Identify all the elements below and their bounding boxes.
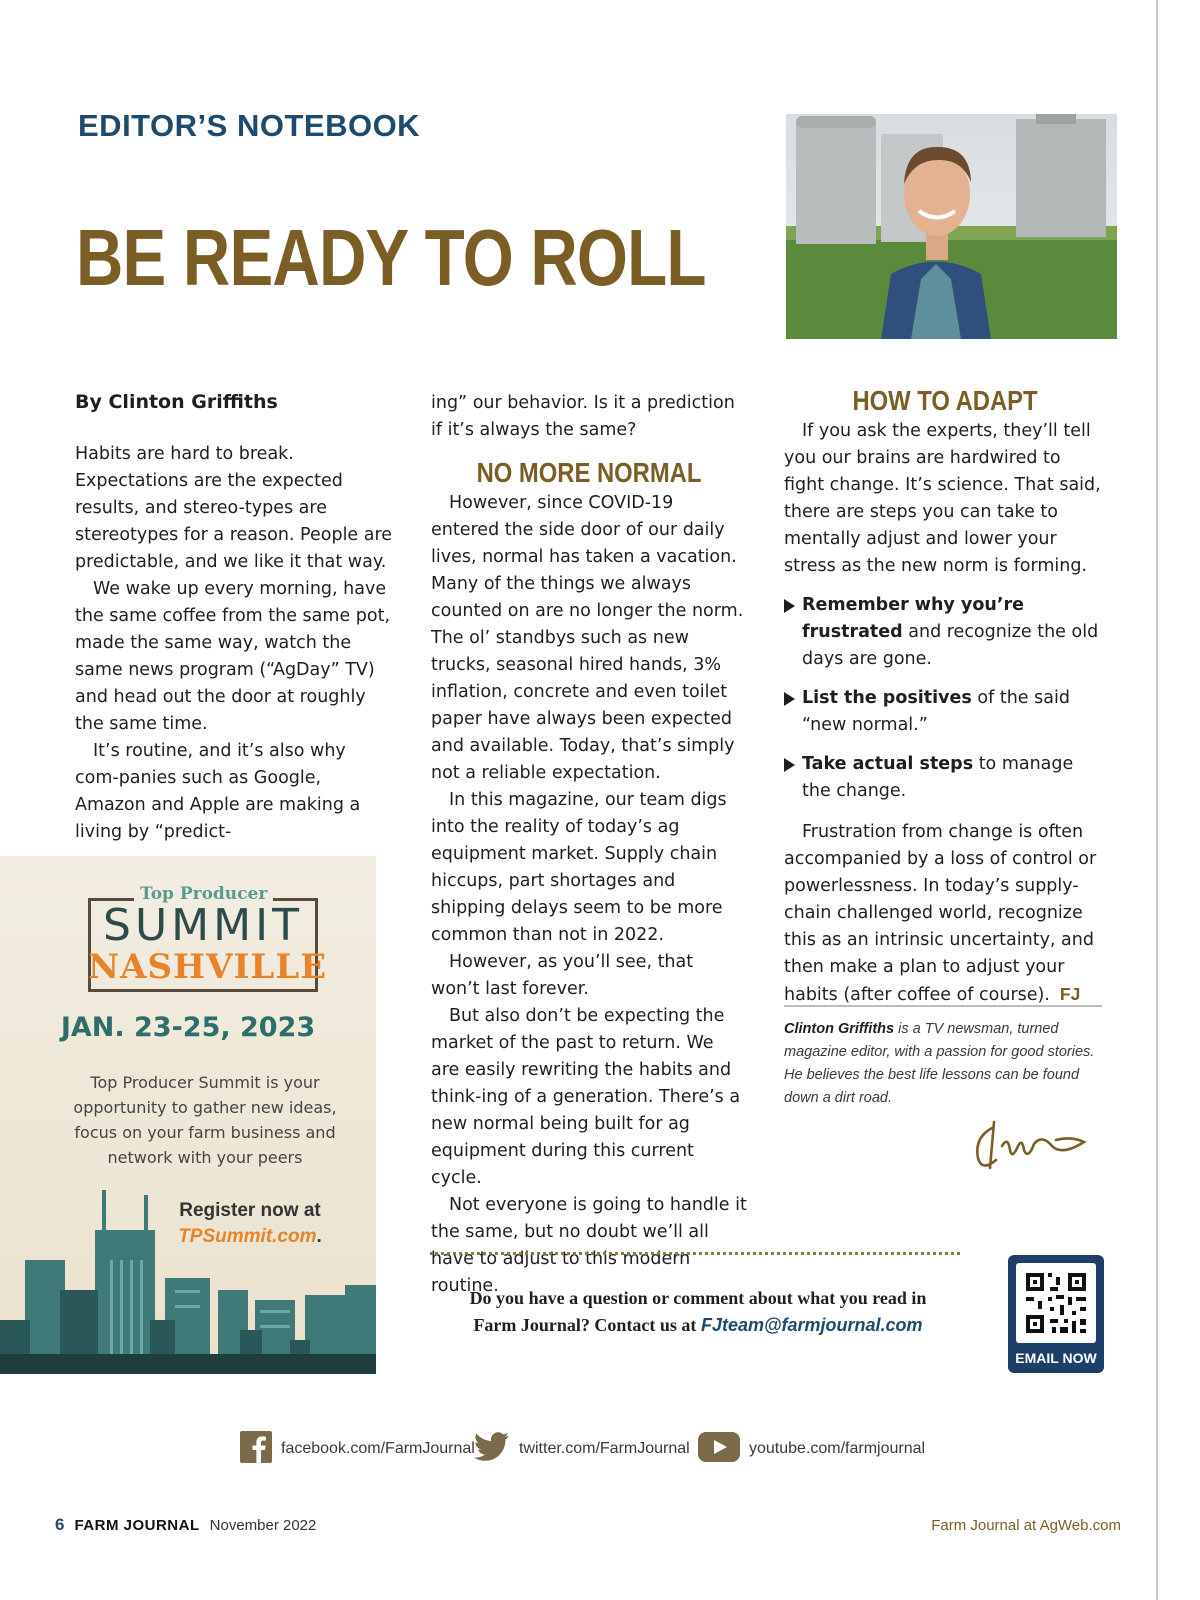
ad-url-suffix: .: [316, 1226, 322, 1247]
contact-email-link[interactable]: FJteam@farmjournal.com: [700, 1315, 923, 1335]
subhead-no-more-normal: NO MORE NORMAL: [476, 457, 702, 488]
ad-summit-title: SUMMIT: [103, 900, 303, 951]
column-2: [431, 390, 747, 1300]
facebook-icon: [240, 1431, 272, 1468]
contact-line-2: Farm Journal? Contact us at: [473, 1315, 701, 1335]
twitter-icon: [474, 1432, 510, 1467]
subhead-how-to-adapt: HOW TO ADAPT: [852, 385, 1038, 416]
page-number: 6: [55, 1515, 65, 1534]
paragraph: Not everyone is going to handle it the same, but no doubt we’ll all have to adjust to this modern routine.: [431, 1195, 747, 1296]
bullet-bold: List the positives: [802, 688, 972, 708]
ad-top-producer: Top Producer: [134, 884, 273, 904]
paragraph: However, as you’ll see, that won’t last forever.: [431, 952, 694, 999]
divider: [784, 1005, 1102, 1007]
triangle-bullet-icon: [784, 758, 795, 772]
bullet-text: to manage the change.: [802, 754, 1074, 801]
footer-right: Farm Journal at AgWeb.com: [931, 1517, 1121, 1534]
dotted-divider: [430, 1252, 960, 1255]
paragraph: We wake up every morning, have the same coffee from the same pot, made the same way, watch the same news program (“AgDay” TV) and head out the door at roughly the same time.: [75, 579, 391, 734]
page-edge: [1156, 0, 1158, 1600]
closing-text: Frustration from change is often accompanied by a loss of control or powerlessness. In today’s supply-chain challenged world, recognize this as an intrinsic uncertainty, and then make a plan to adjust your habits (after coffee of course).: [784, 822, 1097, 1005]
ad-description: Top Producer Summit is your opportunity to gather new ideas, focus on your farm business and network with your peers: [73, 1073, 337, 1167]
magazine-name: FARM JOURNAL: [74, 1517, 200, 1534]
paragraph: In this magazine, our team digs into the reality of today’s ag equipment market. Supply chain hiccups, part shortages and shipping delays seem to be more common than not in 2022.: [431, 790, 727, 945]
ad-nashville: NASHVILLE: [88, 947, 328, 987]
bullet-text: and recognize the old days are gone.: [802, 622, 1099, 669]
triangle-bullet-icon: [784, 599, 795, 613]
bio-name: Clinton Griffiths: [784, 1021, 895, 1037]
column-1: [75, 389, 395, 846]
bullet-item: [784, 751, 1106, 805]
footer-left: [55, 1515, 316, 1535]
social-youtube[interactable]: [698, 1432, 925, 1466]
issue-date: November 2022: [209, 1517, 317, 1534]
author-bio: [784, 1018, 1102, 1110]
bullet-item: [784, 685, 1106, 739]
triangle-bullet-icon: [784, 692, 795, 706]
social-twitter[interactable]: [474, 1432, 690, 1466]
paragraph: Habits are hard to break. Expectations are the expected results, and stereo-types are stereotypes for a reason. People are predictable, and we like it that way.: [75, 444, 393, 572]
bio-text: is a TV newsman, turned magazine editor, with a passion for good stories. He believes the best life lessons can be found down a dirt road.: [784, 1021, 1095, 1106]
ad-url-link[interactable]: TPSummit.com: [178, 1226, 317, 1247]
ad-register[interactable]: [150, 1198, 350, 1250]
paragraph: It’s routine, and it’s also why com-panies such as Google, Amazon and Apple are making a living by “predict-: [75, 741, 361, 842]
byline: By Clinton Griffiths: [75, 391, 278, 413]
youtube-icon: [698, 1432, 740, 1467]
paragraph: If you ask the experts, they’ll tell you our brains are hardwired to fight change. It’s science. That said, there are steps you can take to mentally adjust and lower your stress as the new norm is forming.: [784, 421, 1101, 576]
bullet-text: of the said “new normal.”: [802, 688, 1070, 735]
qr-code-icon[interactable]: [1016, 1263, 1096, 1343]
contact-line-1: Do you have a question or comment about what you read in: [469, 1288, 927, 1308]
youtube-link[interactable]: youtube.com/farmjournal: [749, 1440, 926, 1457]
signoff-mark: FJ: [1059, 984, 1081, 1004]
facebook-link[interactable]: facebook.com/FarmJournal: [281, 1440, 475, 1457]
author-photo: [786, 114, 1117, 339]
section-label: EDITOR’S NOTEBOOK: [78, 108, 421, 143]
paragraph: However, since COVID-19 entered the side door of our daily lives, normal has taken a vacation. Many of the things we always counted on are no longer the norm. The ol’ standbys such as new trucks, seasonal hired hands, 3% inflation, concrete and even toilet paper have always been expected and available. Today, that’s simply not a reliable expectation.: [431, 493, 744, 783]
ad-register-label: Register now at: [179, 1200, 321, 1221]
bullet-item: [784, 592, 1106, 673]
headline: BE READY TO ROLL: [76, 213, 706, 302]
paragraph: [784, 819, 1106, 1009]
column-3: [784, 384, 1106, 1009]
paragraph: But also don’t be expecting the market of the past to return. We are easily rewriting the habits and think-ing of a generation. There’s a new normal being built for ag equipment during this current cycle.: [431, 1006, 741, 1188]
signature: [972, 1116, 1092, 1176]
bullet-bold: Remember why you’re frustrated: [802, 595, 1024, 642]
paragraph: ing” our behavior. Is it a prediction if it’s always the same?: [431, 393, 735, 440]
twitter-link[interactable]: twitter.com/FarmJournal: [519, 1440, 690, 1457]
bullet-bold: Take actual steps: [802, 754, 974, 774]
social-facebook[interactable]: [240, 1432, 475, 1466]
contact-prompt: [438, 1285, 958, 1339]
ad-date: JAN. 23-25, 2023: [60, 1012, 316, 1043]
email-now-label: EMAIL NOW: [1015, 1350, 1097, 1366]
